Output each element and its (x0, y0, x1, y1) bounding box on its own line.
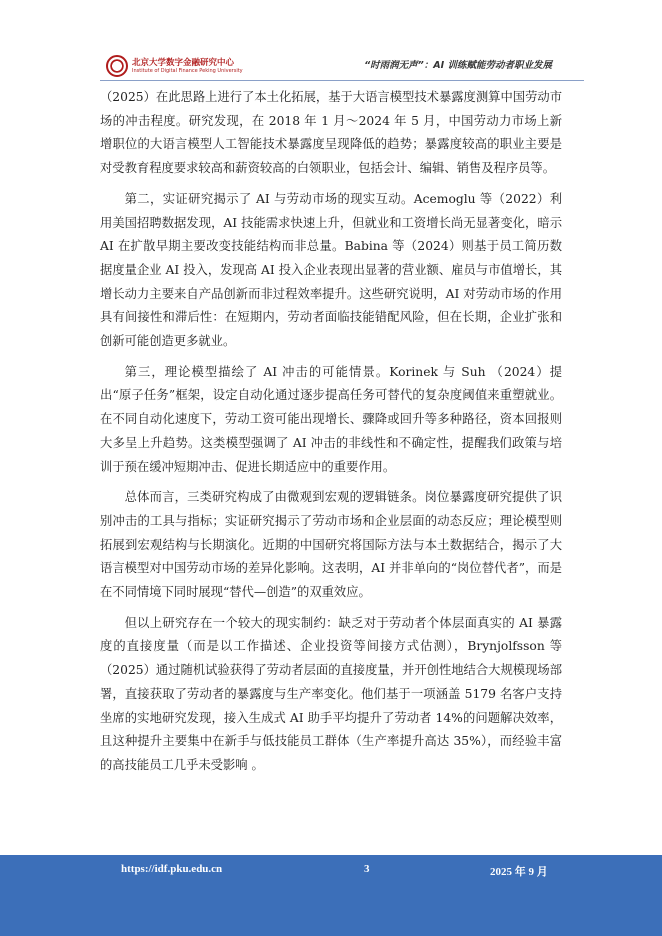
paragraph-3: 第三，理论模型描绘了 AI 冲击的可能情景。Korinek 与 Suh （2024）提出“原子任务”框架，设定自动化通过逐步提高任务可替代的复杂度阈值来重塑就业。在不同自动化速度下，劳动工资可能出现增长、骤降或回升等多种路径，资本回报则大多呈上升趋势。这类模型强调了 AI 冲击的非线性和不确定性，提醒我们政策与培训于预在缓冲短期冲击、促进长期适应中的重要作用。 (100, 364, 562, 474)
org-name-cn: 北京大学数字金融研究中心 (132, 58, 235, 68)
pku-seal-logo-icon (106, 55, 128, 77)
footer-url-link[interactable]: https://idf.pku.edu.cn (121, 863, 223, 875)
report-title: “时雨润无声”：AI 训练赋能劳动者职业发展 (364, 60, 552, 71)
footer-date: 2025 年 9 月 (490, 866, 548, 878)
page-number: 3 (364, 863, 370, 875)
page-footer (0, 855, 662, 936)
paragraph-4: 总体而言，三类研究构成了由微观到宏观的逻辑链条。岗位暴露度研究提供了识别冲击的工具与指标；实证研究揭示了劳动市场和企业层面的动态反应；理论模型则拓展到宏观结构与长期演化。近期的中国研究将国际方法与本土数据结合，揭示了大语言模型对中国劳动市场的差异化影响。这表明，AI 并非单向的“岗位替代者”，而是在不同情境下同时展现“替代—创造”的双重效应。 (100, 490, 562, 600)
document-body (100, 86, 562, 785)
paragraph-5: 但以上研究存在一个较大的现实制约：缺乏对于劳动者个体层面真实的 AI 暴露度的直接度量（而是以工作描述、企业投资等间接方式估测），Brynjolfsson 等（2025）通过随机试验获得了劳动者层面的直接度量，并开创性地结合大规模现场部署，直接获取了劳动者的暴露度与生产率变化。他们基于一项涵盖 5179 名客户支持坐席的实地研究发现，接入生成式 AI 助手平均提升了劳动者 14%的问题解决效率，且这种提升主要集中在新手与低技能员工群体（生产率提升高达 35%），而经验丰富的高技能员工几乎未受影响 。 (100, 615, 562, 772)
paragraph-2: 第二，实证研究揭示了 AI 与劳动市场的现实互动。Acemoglu 等（2022）利用美国招聘数据发现，AI 技能需求快速上升，但就业和工资增长尚无显著变化，暗示 AI 在扩散早期主要改变技能结构而非总量。Babina 等（2024）则基于员工简历数据度量企业 AI 投入，发现高 AI 投入企业表现出显著的营业额、雇员与市值增长，其增长动力主要来自产品创新而非过程效率提升。这些研究说明，AI 对劳动市场的作用具有间接性和滞后性：在短期内，劳动者面临技能错配风险，但在长期，企业扩张和创新可能创造更多就业。 (100, 191, 562, 349)
org-name-en: Institute of Digital Finance Peking University (132, 68, 243, 74)
page-header (0, 0, 662, 84)
header-divider (100, 80, 584, 81)
paragraph-1: （2025）在此思路上进行了本土化拓展，基于大语言模型技术暴露度测算中国劳动市场的冲击程度。研究发现，在 2018 年 1 月～2024 年 5 月，中国劳动力市场上新增职位的大语言模型人工智能技术暴露度呈现降低的趋势；暴露度较高的职业主要是对受教育程度要求较高和薪资较高的白领职业，包括会计、编辑、销售及程序员等。 (100, 90, 562, 176)
